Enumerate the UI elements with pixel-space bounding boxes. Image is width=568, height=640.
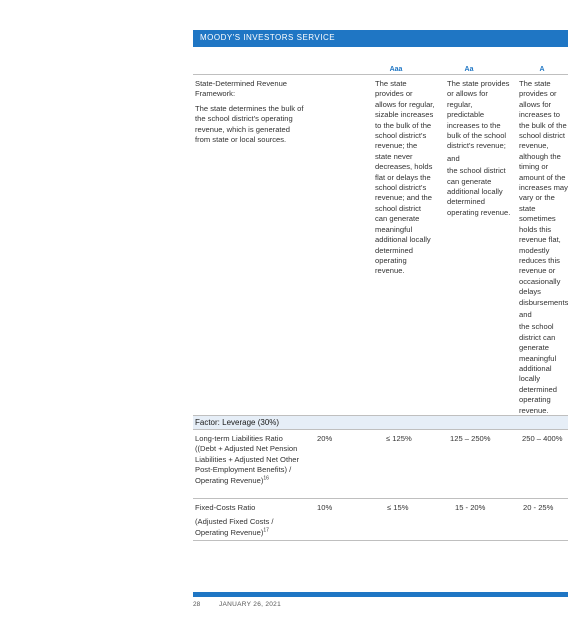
row-long-term-liabilities-aa: 125 – 250% [450,434,491,443]
row-fixed-costs-label [195,503,300,538]
framework-label [195,79,305,145]
row-long-term-liabilities-a: 250 – 400% [522,434,563,443]
row-long-term-liabilities-text: Long-term Liabilities Ratio ((Debt + Adjusted Net Pension Liabilities + Adjusted Net Other Post-Employment Benefits) / Operating Revenue) [195,434,300,485]
framework-a-cell [519,79,568,416]
framework-aaa-text: The state provides or allows for regular, sizable increases to the bulk of the school district's revenue; the state never decreases, holds flat or delays the school district's revenue; and the school district can generate meaningful additional locally determined operating revenue. [375,79,435,276]
row-fixed-costs-aaa: ≤ 15% [387,503,409,512]
page-number: 28 [193,601,201,608]
row-long-term-liabilities-weight: 20% [317,434,333,443]
factor-divider [193,429,568,430]
framework-label-title: State-Determined Revenue Framework: [195,79,288,99]
framework-a-text-1: The state provides or allows for increases to the bulk of the school district revenue, although the timing or amount of the increases may vary or the state sometimes holds this revenue flat, modestly reduces this revenue or occasionally delays disbursements [519,79,568,307]
column-header-aa: Aa [464,66,474,73]
framework-aa-text-1: The state provides or allows for regular, predictable increases to the bulk of the school district's revenue; [447,79,510,151]
footnote-marker: 17 [263,527,269,534]
footnote-marker: 16 [263,475,269,482]
row-fixed-costs-aa: 15 - 20% [455,503,486,512]
framework-aa-text-3: the school district can generate additional locally determined operating revenue. [447,166,511,217]
header-title: MOODY'S INVESTORS SERVICE [200,33,336,42]
row-divider [193,498,568,499]
row-divider [193,540,568,541]
framework-aaa-cell [375,79,435,277]
column-header-a: A [539,66,545,73]
factor-row [193,416,568,429]
row-fixed-costs-weight: 10% [317,503,333,512]
framework-a-text-2: and [519,309,532,319]
row-fixed-costs-title: Fixed-Costs Ratio [195,503,256,512]
framework-a-text-3: the school district can generate meaningful additional locally determined operating revenue. [519,322,557,415]
footer-bar [193,592,568,597]
factor-label: Factor: Leverage (30%) [195,418,280,427]
framework-label-desc: The state determines the bulk of the school district's operating revenue, which is generated from state or local sources. [195,103,304,145]
header-bar [193,30,568,47]
row-fixed-costs-a: 20 - 25% [523,503,554,512]
row-long-term-liabilities-aaa: ≤ 125% [386,434,412,443]
column-header-aaa: Aaa [389,66,403,73]
publication-date: JANUARY 26, 2021 [219,601,282,608]
row-long-term-liabilities-label [195,434,300,486]
framework-aa-cell [447,79,511,218]
framework-aa-text-2: and [447,153,460,163]
row-fixed-costs-desc: (Adjusted Fixed Costs / Operating Revenue) [195,517,274,537]
header-divider [193,74,568,75]
